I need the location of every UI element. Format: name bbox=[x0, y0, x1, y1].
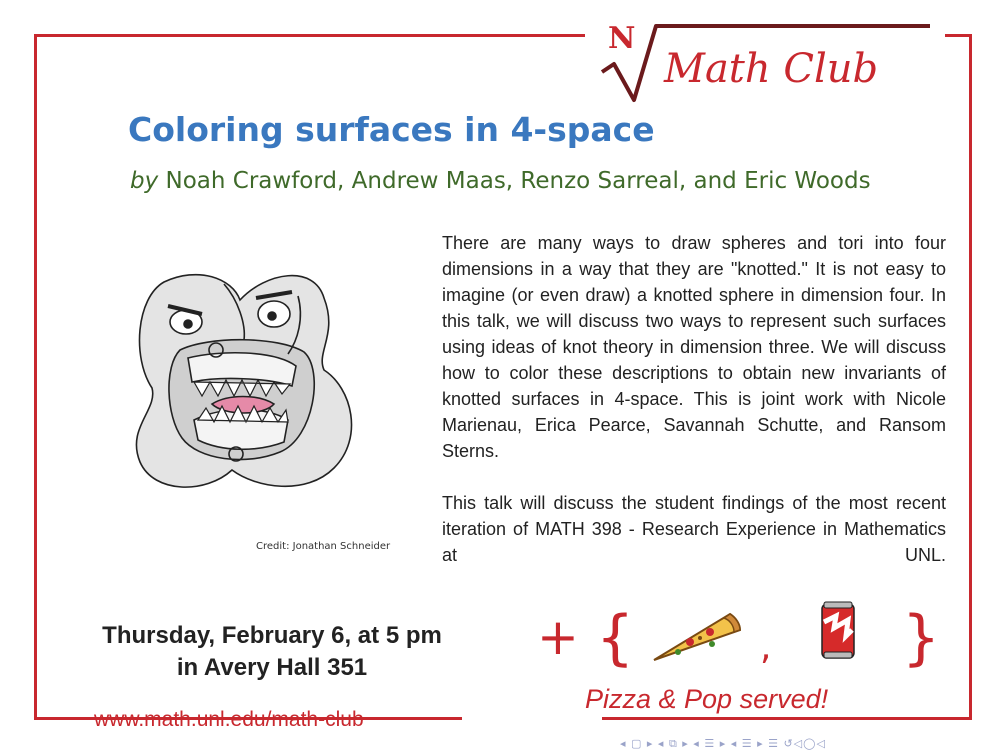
event-location: in Avery Hall 351 bbox=[176, 654, 368, 681]
byline-authors: Noah Crawford, Andrew Maas, Renzo Sarreal, and Eric Woods bbox=[165, 168, 871, 194]
pizza-slice-icon bbox=[650, 608, 742, 664]
knotted-sphere-monster-illustration bbox=[128, 270, 416, 508]
soda-can-icon bbox=[818, 600, 858, 662]
pizza-pop-served: Pizza & Pop served! bbox=[585, 684, 829, 714]
event-date-time: Thursday, February 6, at 5 pm bbox=[102, 622, 442, 649]
frame-gap-bottom bbox=[462, 712, 602, 726]
open-brace: { bbox=[596, 603, 635, 673]
abstract-paragraph-1: There are many ways to draw spheres and tori into four dimensions in a way that they are "knotted." It is not easy to imagine (or even draw) a knotted sphere in dimension four. In this talk, we will discuss two ways to represent such surfaces using ideas of knot theory in dimension three. We will discuss how to color these descriptions to obtain new invariants of knotted surfaces in 4-space. This is joint work with Nicole Marienau, Erica Pearce, Savannah Schutte, and Ransom Sterns. bbox=[442, 233, 946, 461]
club-url-link[interactable]: www.math.unl.edu/math-club bbox=[94, 708, 364, 731]
close-brace: } bbox=[902, 603, 941, 673]
illustration-credit: Credit: Jonathan Schneider bbox=[256, 541, 391, 552]
abstract-paragraph-2: This talk will discuss the student findings of the most recent iteration of MATH 398 - Research Experience in Mathematics at UNL. bbox=[442, 493, 946, 565]
byline bbox=[130, 168, 871, 194]
abstract bbox=[442, 230, 946, 594]
plus-sign: + bbox=[537, 608, 579, 666]
talk-title: Coloring surfaces in 4-space bbox=[128, 110, 655, 149]
event-details bbox=[72, 620, 472, 684]
logo-text: Math Club bbox=[664, 46, 879, 92]
nebraska-n-icon: N bbox=[608, 21, 636, 56]
comma-separator: , bbox=[760, 627, 772, 668]
beamer-navigation-controls[interactable]: ◂ ▢ ▸ ◂ ⧉ ▸ ◂ ☰ ▸ ◂ ☰ ▸ ☰ ↺◁◯◁ bbox=[620, 737, 826, 750]
byline-by: by bbox=[130, 168, 159, 194]
